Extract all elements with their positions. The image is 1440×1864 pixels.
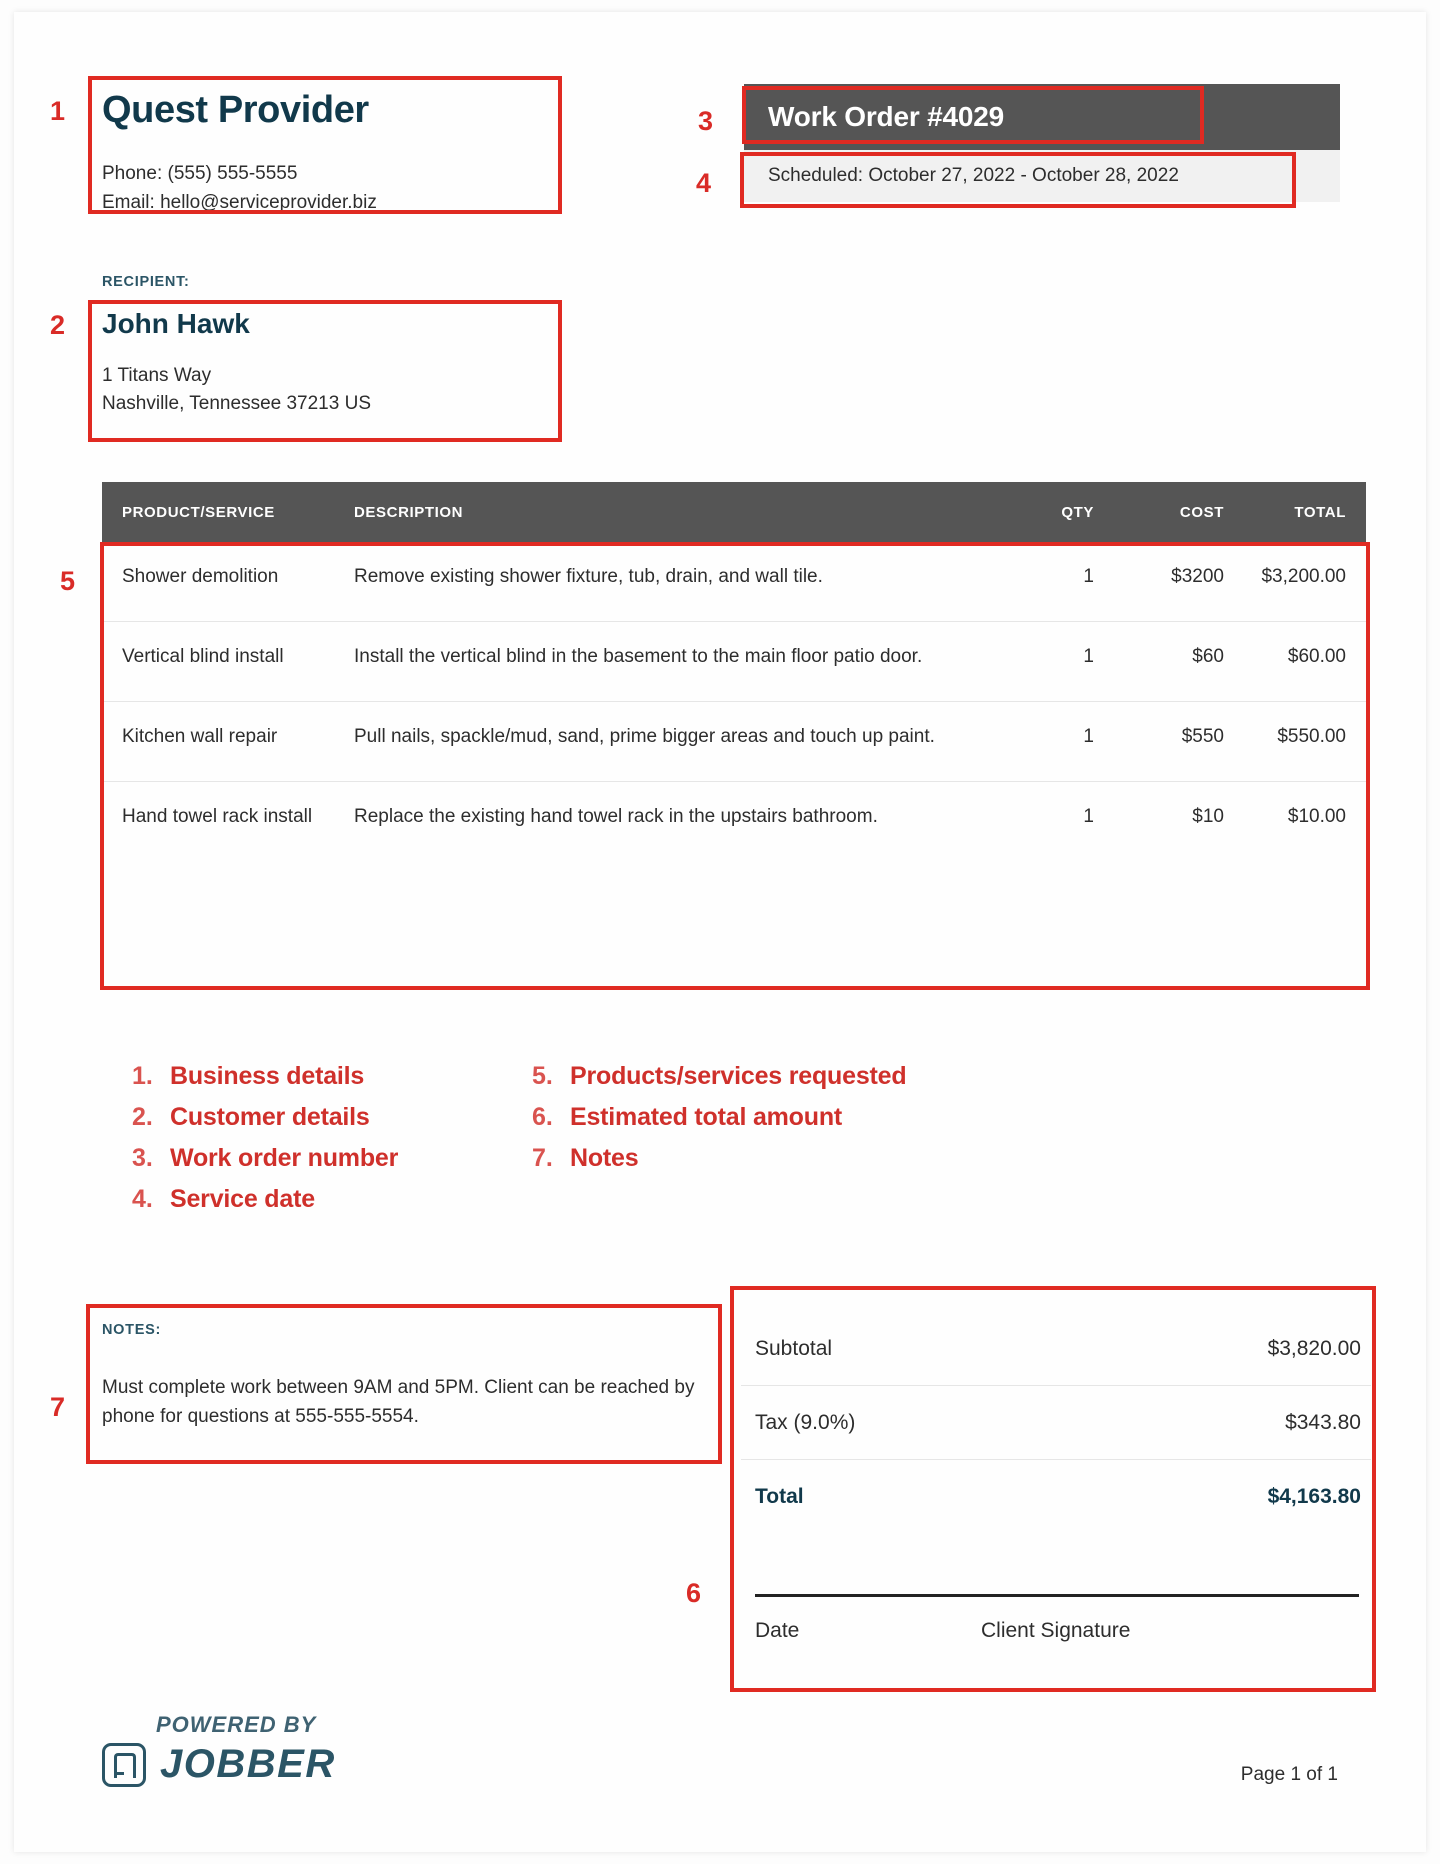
business-email: Email: hello@serviceprovider.biz (102, 192, 377, 214)
legend-label: Business details (170, 1062, 365, 1090)
cell-product: Shower demolition (122, 566, 279, 587)
tax-value: $343.80 (1285, 1410, 1361, 1434)
legend-number: 7. (532, 1144, 553, 1172)
cell-product: Vertical blind install (122, 645, 284, 667)
callout-6: 6 (686, 1578, 702, 1608)
jobber-wordmark: JOBBER (160, 1742, 336, 1786)
cell-total: $10.00 (1287, 805, 1346, 827)
totals-panel (741, 1312, 1371, 1643)
cell-cost: $550 (1181, 725, 1224, 747)
callout-4: 4 (696, 168, 712, 198)
recipient-address-line-1: 1 Titans Way (102, 365, 212, 387)
line-items-table (102, 482, 1366, 861)
notes-section (102, 1322, 722, 1431)
column-header-total: TOTAL (1294, 503, 1346, 521)
legend-item (132, 1062, 398, 1091)
client-signature-label: Client Signature (981, 1619, 1131, 1642)
tax-row (741, 1386, 1371, 1460)
notes-body: Must complete work between 9AM and 5PM. Client can be reached by phone for questions at 555-555-5554. (102, 1377, 695, 1427)
business-phone: Phone: (555) 555-5555 (102, 162, 298, 184)
cell-description: Install the vertical blind in the basement to the main floor patio door. (354, 645, 923, 667)
cell-cost: $3200 (1171, 566, 1224, 587)
cell-qty: 1 (1083, 566, 1094, 587)
cell-cost: $60 (1192, 645, 1224, 667)
callout-1: 1 (50, 96, 66, 126)
column-header-product: PRODUCT/SERVICE (122, 503, 275, 521)
powered-by-label: POWERED BY (156, 1712, 317, 1737)
work-order-schedule (744, 150, 1340, 202)
table-row (102, 782, 1366, 861)
column-header-cost: COST (1179, 503, 1224, 521)
grand-total-label: Total (755, 1485, 804, 1508)
cell-total: $550.00 (1277, 725, 1346, 747)
recipient-name: John Hawk (102, 308, 250, 339)
legend-number: 3. (132, 1144, 153, 1172)
tax-label: Tax (9.0%) (755, 1410, 856, 1434)
table-row (102, 702, 1366, 782)
business-name: Quest Provider (102, 89, 369, 131)
legend-item (132, 1103, 398, 1132)
grand-total-value: $4,163.80 (1267, 1485, 1361, 1508)
business-details (102, 90, 562, 217)
cell-description: Pull nails, spackle/mud, sand, prime bigger areas and touch up paint. (354, 725, 935, 747)
date-label: Date (755, 1619, 800, 1642)
column-header-qty: QTY (1061, 503, 1094, 521)
page-number: Page 1 of 1 (1240, 1764, 1338, 1785)
legend-number: 6. (532, 1103, 553, 1131)
jobber-logo (102, 1712, 336, 1787)
legend-item (532, 1062, 906, 1091)
legend-label: Work order number (170, 1144, 399, 1172)
table-header-row (102, 482, 1366, 542)
table-row (102, 542, 1366, 622)
legend-number: 4. (132, 1185, 153, 1213)
legend-label: Products/services requested (570, 1062, 907, 1090)
callout-3: 3 (698, 106, 714, 136)
cell-description: Replace the existing hand towel rack in the upstairs bathroom. (354, 805, 878, 827)
legend-label: Estimated total amount (570, 1103, 843, 1131)
jobber-mark-icon (102, 1743, 146, 1787)
subtotal-label: Subtotal (755, 1336, 833, 1360)
legend-column-left (132, 1062, 398, 1226)
legend-number: 5. (532, 1062, 553, 1090)
legend-item (532, 1144, 906, 1173)
legend-number: 1. (132, 1062, 153, 1090)
legend-label: Service date (170, 1185, 315, 1213)
cell-product: Kitchen wall repair (122, 725, 278, 747)
cell-product: Hand towel rack install (122, 805, 313, 827)
jobber-brand-row (102, 1742, 336, 1787)
signature-line (755, 1594, 1359, 1597)
document-sheet (14, 12, 1426, 1852)
recipient-label: RECIPIENT: (102, 274, 190, 290)
scheduled-date: Scheduled: October 27, 2022 - October 28, 2022 (768, 165, 1179, 186)
legend-item (132, 1144, 398, 1173)
subtotal-value: $3,820.00 (1267, 1336, 1361, 1360)
work-order-title: Work Order #4029 (768, 101, 1004, 132)
callout-5: 5 (60, 566, 76, 596)
subtotal-row (741, 1312, 1371, 1386)
legend-label: Notes (570, 1144, 639, 1172)
recipient-address-line-2: Nashville, Tennessee 37213 US (102, 392, 371, 414)
legend-item (132, 1185, 398, 1214)
notes-label: NOTES: (102, 1322, 161, 1338)
work-order-header (744, 84, 1340, 150)
cell-total: $3,200.00 (1261, 566, 1346, 587)
cell-cost: $10 (1192, 805, 1224, 827)
recipient-details (102, 308, 562, 417)
signature-row (755, 1619, 1371, 1643)
cell-qty: 1 (1083, 725, 1094, 747)
callout-7: 7 (50, 1392, 66, 1422)
column-header-description: DESCRIPTION (354, 503, 464, 521)
cell-qty: 1 (1083, 805, 1094, 827)
legend-label: Customer details (170, 1103, 370, 1131)
callout-2: 2 (50, 310, 66, 340)
cell-total: $60.00 (1287, 645, 1346, 667)
cell-qty: 1 (1083, 645, 1094, 667)
legend-column-right (532, 1062, 906, 1185)
grand-total-row (741, 1460, 1371, 1534)
cell-description: Remove existing shower fixture, tub, drain, and wall tile. (354, 566, 823, 587)
table-row (102, 622, 1366, 702)
legend-item (532, 1103, 906, 1132)
legend-number: 2. (132, 1103, 153, 1131)
